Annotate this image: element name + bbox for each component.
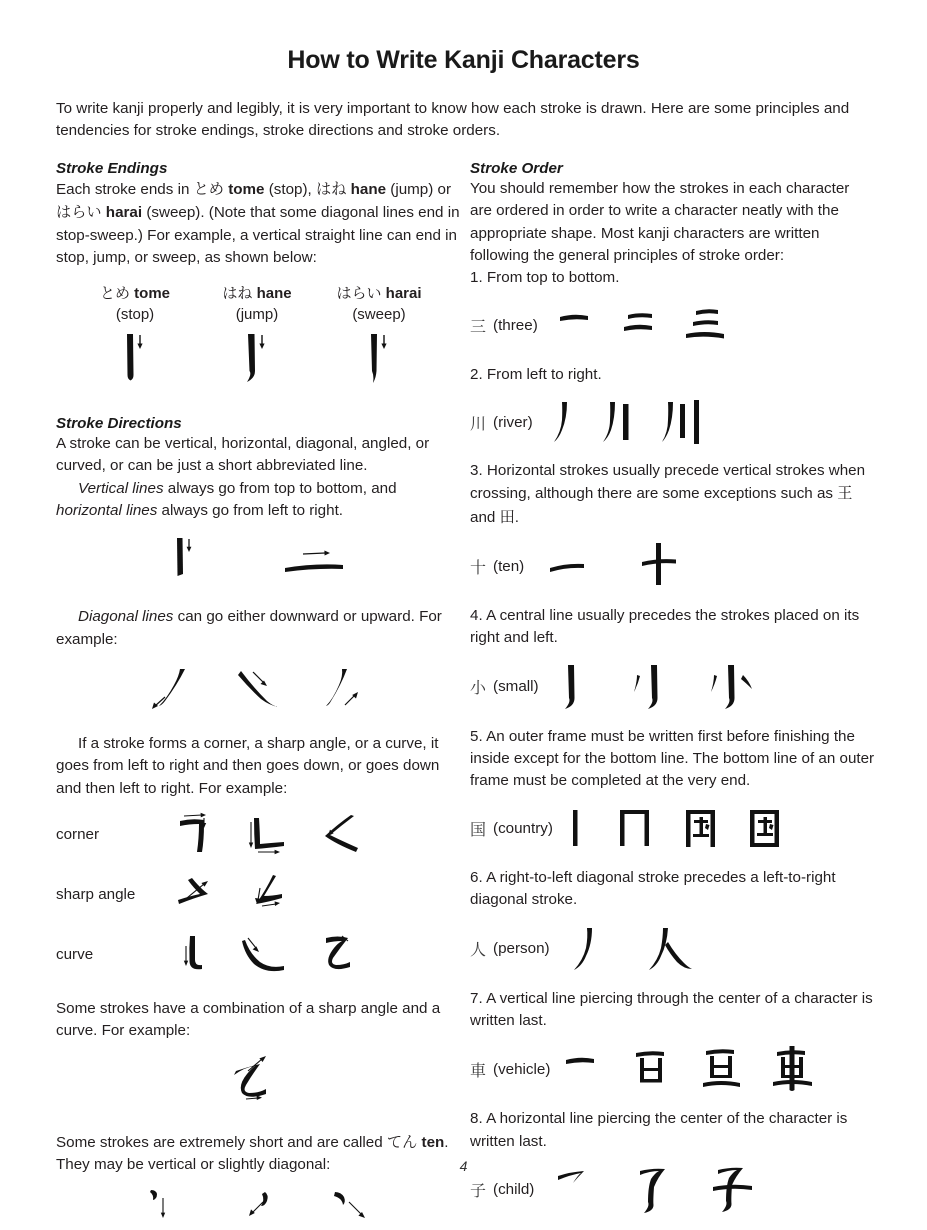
- right-column: [470, 160, 875, 1219]
- text-emphasis-vertical-lines: Vertical lines: [78, 479, 164, 497]
- stroke-order-steps: [554, 302, 750, 350]
- stroke-order-rule-8: [470, 1108, 875, 1153]
- section-heading-stroke-endings: Stroke Endings: [56, 160, 168, 177]
- kana-label: はらい: [336, 284, 382, 303]
- stroke-directions-paragraph-2: [56, 478, 461, 523]
- ten-figures: [56, 1186, 461, 1230]
- shape-row-corner: [56, 810, 461, 860]
- stroke-order-rule-4: [470, 605, 875, 650]
- horizontal-line-rightward-arrow-icon: [281, 540, 355, 584]
- shape-row-figures: [160, 932, 374, 978]
- juu-step-2-icon: [638, 541, 686, 591]
- gloss-label: (stop): [115, 305, 155, 323]
- section-heading-stroke-order: Stroke Order: [470, 160, 563, 177]
- shape-row-curve: [56, 930, 461, 980]
- page-title: How to Write Kanji Characters: [287, 46, 640, 74]
- stroke-directions-paragraph-5: Some strokes have a combination of a sharp angle and a curve. For example:: [56, 999, 441, 1040]
- stroke-order-example-three: [470, 302, 875, 350]
- example-kanji: 人: [470, 940, 487, 959]
- stroke-order-steps: [570, 924, 712, 974]
- shape-row-figures: [160, 812, 380, 858]
- shape-row-figures: [160, 872, 304, 918]
- kawa-step-2-icon: [601, 398, 643, 446]
- text-emphasis-diagonal-lines: Diagonal lines: [78, 608, 174, 626]
- shape-row-label: corner: [56, 826, 100, 844]
- rule-text: A vertical line piercing through the center of a character is written last.: [470, 989, 873, 1029]
- vertical-line-downward-arrow-icon: [163, 536, 209, 588]
- intro-paragraph: To write kanji properly and legibly, it is very important to know how each stroke is drawn. Here are some principles and tendencies for stroke endings, stroke directions and stroke orders.: [56, 100, 850, 140]
- shape-row-label: curve: [56, 946, 94, 964]
- kuni-step-3-icon: [681, 806, 723, 852]
- shou-step-2-icon: [629, 662, 673, 712]
- example-kanji: 小: [470, 678, 487, 698]
- text-fragment: can go either downward or upward. For example:: [56, 608, 442, 648]
- example-gloss: (ten): [493, 557, 525, 575]
- stroke-ending-example: [196, 283, 318, 393]
- text-emphasis-horizontal-lines: horizontal lines: [56, 501, 158, 519]
- romaji-hane: hane: [350, 181, 387, 198]
- stroke-ending-caption: [318, 283, 440, 325]
- rule-number: 3.: [470, 462, 483, 480]
- romaji-label: hane: [256, 285, 292, 303]
- stroke-order-example-small: [470, 662, 875, 712]
- hito-step-1-icon: [570, 924, 604, 974]
- sharp-angle-up-icon: [174, 874, 222, 916]
- curve-s-shape-icon: [318, 932, 360, 978]
- stroke-order-example-vehicle: [470, 1044, 875, 1094]
- romaji-harai: harai: [105, 204, 143, 222]
- rule-number: 6.: [470, 868, 483, 886]
- stroke-order-steps: [567, 806, 805, 852]
- diagonal-downleft-stroke-icon: [149, 665, 201, 715]
- stroke-endings-paragraph: [56, 178, 461, 269]
- romaji-label: tome: [134, 285, 171, 303]
- text-fragment: . They may be vertical or slightly diagonal:: [56, 1133, 449, 1173]
- text-fragment: .: [514, 508, 519, 526]
- text-fragment: (sweep). (Note that some diagonal lines end in stop-sweep.) For example, a vertical straight line can end in stop, jump, or sweep, as shown below:: [56, 204, 460, 267]
- stroke-order-steps: [549, 398, 729, 446]
- text-fragment: (jump) or: [386, 181, 452, 198]
- rule-number: 2.: [470, 365, 483, 383]
- san-step-2-icon: [618, 303, 664, 349]
- rule-number: 4.: [470, 607, 483, 625]
- rule-number: 5.: [470, 727, 483, 745]
- stroke-order-steps: [546, 541, 704, 591]
- ten-dot-down-diagonal-icon: [327, 1186, 377, 1230]
- stroke-order-rule-3: [470, 460, 875, 529]
- sharp-angle-down-icon: [250, 872, 290, 918]
- kana-label: とめ: [99, 284, 130, 303]
- curve-sweep-right-icon: [240, 932, 290, 978]
- example-kanji: 十: [470, 557, 487, 577]
- stroke-directions-paragraph-1: A stroke can be vertical, horizontal, diagonal, angled, or curved, or can be just a short abbreviated line.: [56, 434, 430, 475]
- kuruma-step-3-icon: [700, 1045, 744, 1093]
- text-fragment: Some strokes are extremely short and are called: [56, 1133, 387, 1151]
- stroke-order-steps: [557, 662, 777, 712]
- kuni-step-2-icon: [615, 806, 655, 852]
- kuruma-step-1-icon: [562, 1046, 602, 1092]
- shape-row-label: sharp angle: [56, 886, 136, 904]
- kana-label: はね: [222, 284, 253, 303]
- left-column: [56, 160, 461, 1230]
- kana-ten: てん: [386, 1132, 418, 1151]
- example-kanji: 子: [470, 1181, 487, 1201]
- vertical-stroke-jump-icon: [196, 331, 318, 393]
- text-fragment: and: [470, 508, 500, 526]
- rule-text: From left to right.: [486, 365, 602, 383]
- example-kanji: 川: [470, 413, 487, 433]
- example-kanji: 三: [470, 317, 487, 337]
- text-fragment: always go from left to right.: [157, 501, 344, 519]
- text-fragment: Each stroke ends in: [56, 181, 194, 198]
- juu-step-1-icon: [546, 544, 594, 588]
- combination-figure-row: [56, 1053, 461, 1115]
- stroke-order-rule-7: [470, 988, 875, 1033]
- corner-angled-left-icon: [320, 812, 366, 858]
- example-gloss: (country): [493, 820, 553, 838]
- example-kanji: 国: [470, 820, 487, 840]
- gloss-label: (jump): [235, 305, 279, 323]
- san-step-3-icon: [682, 302, 732, 350]
- diagonal-upward-stroke-icon: [317, 665, 369, 715]
- romaji-ten: ten: [421, 1133, 445, 1151]
- shou-step-1-icon: [557, 662, 589, 712]
- stroke-ending-caption: [196, 283, 318, 325]
- rule-text: Horizontal strokes usually precede vertical strokes when crossing, although there are some exceptions such as: [470, 462, 866, 503]
- romaji-label: harai: [385, 285, 422, 303]
- hito-step-2-icon: [646, 924, 694, 974]
- text-fragment: (stop),: [264, 181, 316, 198]
- stroke-order-rule-6: [470, 867, 875, 912]
- example-gloss: (small): [493, 678, 539, 696]
- rule-text: From top to bottom.: [486, 269, 620, 287]
- shou-step-3-icon: [707, 662, 759, 712]
- corner-top-right-icon: [174, 812, 216, 858]
- stroke-ending-example: [74, 283, 196, 393]
- vertical-stroke-stop-icon: [74, 331, 196, 393]
- stroke-order-example-person: [470, 924, 875, 974]
- stroke-directions-paragraph-3: [56, 606, 461, 651]
- stroke-order-rule-1: [470, 267, 875, 289]
- stroke-order-steps: [562, 1044, 834, 1094]
- stroke-directions-paragraph-4: If a stroke forms a corner, a sharp angle, or a curve, it goes from left to right and then goes down, or goes down and then left to right. For example:: [56, 734, 440, 797]
- rule-text: A right-to-left diagonal stroke precedes a left-to-right diagonal stroke.: [470, 868, 836, 909]
- stroke-order-rule-5: [470, 726, 875, 793]
- example-gloss: (river): [493, 413, 533, 431]
- example-gloss: (child): [493, 1181, 535, 1199]
- curve-hook-up-icon: [174, 932, 212, 978]
- stroke-order-intro: You should remember how the strokes in each character are ordered in order to write a character neatly with the appropriate shape. Most kanji characters are written following the general principles of stroke order:: [470, 180, 850, 265]
- stroke-order-example-river: [470, 398, 875, 446]
- kawa-step-3-icon: [661, 398, 711, 446]
- example-kanji: 車: [470, 1060, 487, 1080]
- example-kanji-ta: 田: [499, 507, 515, 526]
- section-heading-stroke-directions: Stroke Directions: [56, 414, 182, 432]
- stroke-ending-caption: [74, 283, 196, 325]
- example-kanji-ou: 王: [837, 484, 853, 503]
- stroke-order-rule-2: [470, 364, 875, 386]
- kuruma-step-4-icon: [770, 1044, 816, 1094]
- text-fragment: always go from top to bottom, and: [163, 479, 397, 497]
- rule-text: A central line usually precedes the strokes placed on its right and left.: [470, 607, 860, 647]
- corner-bottom-left-icon: [244, 812, 292, 858]
- stroke-order-example-ten: [470, 541, 875, 591]
- gloss-label: (sweep): [352, 305, 406, 323]
- rule-number: 7.: [470, 989, 483, 1007]
- vertical-stroke-sweep-icon: [318, 331, 440, 393]
- page-number: 4: [459, 1158, 468, 1174]
- rule-text: A horizontal line piercing the center of the character is written last.: [470, 1110, 848, 1150]
- romaji-tome: tome: [228, 181, 265, 198]
- rule-number: 1.: [470, 269, 483, 287]
- stroke-ending-examples: [56, 283, 461, 393]
- stroke-order-example-country: [470, 805, 875, 853]
- rule-text: An outer frame must be written first before finishing the inside except for the bottom line. The bottom line of an outer frame must be completed at the very end.: [470, 727, 875, 790]
- san-step-1-icon: [554, 303, 600, 349]
- diagonal-downright-stroke-icon: [233, 665, 285, 715]
- kawa-step-1-icon: [549, 398, 583, 446]
- example-gloss: (person): [493, 940, 550, 957]
- example-gloss: (three): [493, 317, 538, 335]
- ten-dot-up-diagonal-icon: [233, 1186, 281, 1230]
- ten-dot-vertical-icon: [141, 1186, 187, 1230]
- stroke-ending-example: [318, 283, 440, 393]
- example-gloss: (vehicle): [493, 1060, 551, 1078]
- kana-tome: とめ: [193, 180, 224, 198]
- kuni-step-1-icon: [567, 806, 585, 852]
- shape-row-sharp-angle: [56, 870, 461, 920]
- combination-angle-curve-icon: [228, 1053, 290, 1115]
- kana-hane: はね: [316, 180, 347, 198]
- diagonal-figures: [56, 665, 461, 715]
- kuni-step-4-icon: [745, 806, 787, 852]
- rule-number: 8.: [470, 1110, 483, 1128]
- vertical-horizontal-figures: [56, 536, 461, 588]
- kuruma-step-2-icon: [632, 1046, 672, 1092]
- kana-harai: はらい: [56, 203, 102, 222]
